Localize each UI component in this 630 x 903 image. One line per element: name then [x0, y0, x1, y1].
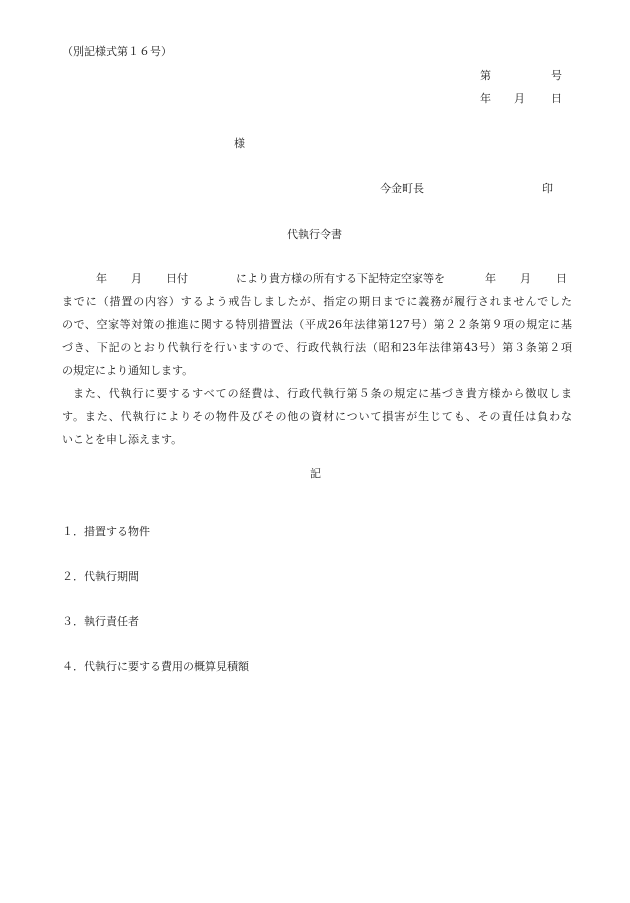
list-item-2: ２．代執行期間 — [62, 570, 139, 583]
body-line6: また、代執行に要するすべての経費は、行政代執行第５条の規定に基づき貴方様から徴収しま — [73, 387, 572, 400]
body-line1-day-b: 日 — [556, 272, 567, 285]
doc-date-day: 日 — [551, 92, 562, 105]
doc-number-suffix: 号 — [551, 69, 562, 82]
body-line2: までに（措置の内容）するよう戒告しましたが、指定の期日までに義務が履行されませんでした — [62, 295, 572, 308]
body-line1-year-b: 年 — [485, 272, 496, 285]
body-line1-month-b: 月 — [520, 272, 531, 285]
document-title: 代執行令書 — [287, 228, 342, 241]
list-item-3: ３．執行責任者 — [62, 615, 139, 628]
list-item-1: １．措置する物件 — [62, 525, 150, 538]
issuer-seal: 印 — [542, 182, 553, 195]
body-line1-day-a: 日付 — [166, 272, 188, 285]
addressee-suffix: 様 — [234, 137, 245, 150]
body-line4: づき、下記のとおり代執行を行いますので、行政代執行法（昭和23年法律第43号）第３条第２項 — [62, 341, 572, 354]
body-line5: の規定により通知します。 — [62, 364, 194, 377]
body-line1-year-a: 年 — [96, 272, 107, 285]
form-label: （別記様式第１６号） — [62, 45, 172, 58]
body-line7: す。また、代執行によりその物件及びその他の資材について損害が生じても、その責任は負わな — [62, 410, 572, 423]
ki-heading: 記 — [310, 467, 321, 480]
body-line3: ので、空家等対策の推進に関する特別措置法（平成26年法律第127号）第２２条第９項の規定に基 — [62, 318, 572, 331]
issuer-name: 今金町長 — [380, 182, 424, 195]
doc-number-prefix: 第 — [480, 69, 491, 82]
body-line1-month-a: 月 — [131, 272, 142, 285]
body-line1-mid: により貴方様の所有する下記特定空家等を — [236, 272, 445, 285]
body-line8: いことを申し添えます。 — [62, 433, 183, 446]
doc-date-year: 年 — [480, 92, 491, 105]
doc-date-month: 月 — [514, 92, 525, 105]
list-item-4: ４．代執行に要する費用の概算見積額 — [62, 660, 249, 673]
